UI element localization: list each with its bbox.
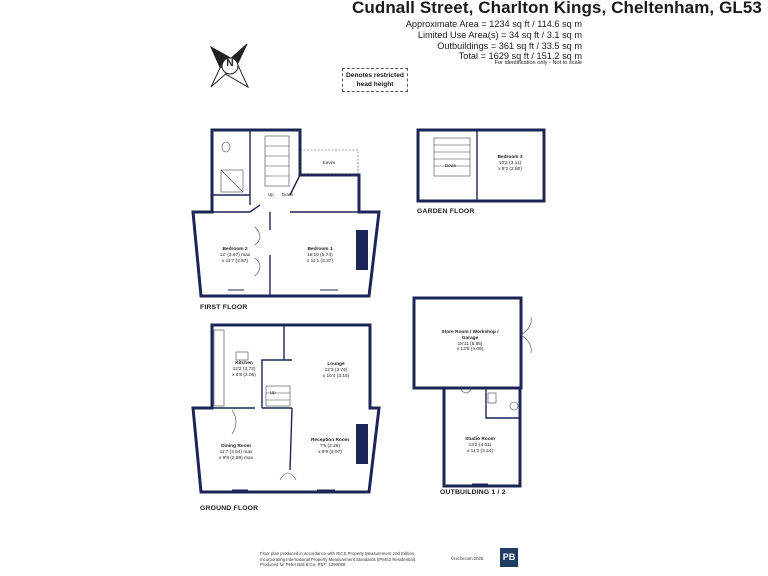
room-dim-1: 12' (3.67) max xyxy=(219,252,251,258)
stairs-down-label: Down xyxy=(282,192,294,197)
room-dim-2: x 13'5 (4.09) xyxy=(456,347,484,353)
total-area: Total = 1629 sq ft / 151.2 sq m xyxy=(458,51,582,61)
approx-area: Approximate Area = 1234 sq ft / 114.6 sq m xyxy=(405,19,582,29)
garden-floor-label: GARDEN FLOOR xyxy=(417,208,475,215)
copyright-text: ©nichecom 2025. xyxy=(451,556,485,561)
legend-line-1: Denotes restricted xyxy=(346,72,404,79)
room-dim-2: x 9'2 (2.80) xyxy=(498,166,522,172)
room-dim-2: x 11'1 (3.37) xyxy=(306,258,334,264)
first-floor-fixtures xyxy=(221,136,358,290)
room-name-2: Garage xyxy=(461,335,479,341)
agent-logo: PB xyxy=(500,548,518,567)
room-dim-1: 12'2 (3.72) xyxy=(232,366,256,372)
room-bedroom-2 xyxy=(205,247,265,264)
stairs-up-label: Up xyxy=(268,192,274,197)
compass-north-label: N xyxy=(226,58,234,69)
room-studio xyxy=(452,437,508,454)
eaves-label: Eaves xyxy=(323,160,336,165)
ground-floor-walls xyxy=(193,325,379,492)
room-store xyxy=(428,330,512,353)
garden-stairs-down-label: Down xyxy=(445,163,457,168)
page-title: Cudnall Street, Charlton Kings, Cheltenham, GL53 xyxy=(351,0,762,17)
room-name: Reception Room xyxy=(310,438,350,443)
room-name: Bedroom 3 xyxy=(497,155,523,160)
ground-stairs-up-label: Up xyxy=(270,390,276,395)
room-dim-2: x 11'7 (3.57) xyxy=(221,258,249,264)
footer-disclaimer xyxy=(260,551,460,568)
ground-floor-fixtures xyxy=(214,330,335,490)
outbuilding-walls xyxy=(414,298,521,486)
room-bedroom-1 xyxy=(290,247,350,264)
room-dining xyxy=(204,444,268,461)
room-dim-1: 12'3 (3.74) xyxy=(324,367,348,373)
room-bedroom-3 xyxy=(480,155,540,172)
first-floor-walls xyxy=(193,130,379,296)
room-dim-2: x 9'9 (2.97) xyxy=(318,449,342,455)
legend-line-2: head height xyxy=(356,80,394,88)
outbuildings-area: Outbuildings = 361 sq ft / 33.5 sq m xyxy=(437,41,582,51)
limited-area: Limited Use Area(s) = 34 sq ft / 3.1 sq m xyxy=(417,30,582,40)
footer-line-3: Produced for Peter Ball & Co. REF: 1390088 xyxy=(260,562,346,568)
outbuilding-label: OUTBUILDING 1 / 2 xyxy=(440,489,506,496)
room-dim-1: 18'11 (5.85) xyxy=(457,341,483,347)
room-name: Dining Room xyxy=(221,444,251,449)
first-floor-label: FIRST FLOOR xyxy=(200,304,248,311)
room-dim-1: 18'10 (5.74) xyxy=(307,252,333,258)
room-name: Lounge xyxy=(327,362,345,367)
room-dim-2: x 9'9 (2.98) max xyxy=(218,455,254,461)
footer-line-2: Incorporating International Property Measurement Standards (IPMS2 Residential). xyxy=(260,556,417,562)
room-lounge xyxy=(306,362,366,379)
garden-floor-stairs xyxy=(434,138,470,176)
room-name: Studio Room xyxy=(465,437,495,442)
room-name: Kitchen xyxy=(235,361,253,366)
room-dim-2: x 11'3 (3.44) xyxy=(466,448,494,454)
room-kitchen xyxy=(226,361,262,378)
footer-line-1: Floor plan produced in accordance with RICS Property Measurement 2nd Edition, xyxy=(260,551,416,556)
ground-floor-label: GROUND FLOOR xyxy=(200,505,259,512)
room-name: Bedroom 1 xyxy=(307,247,333,252)
room-dim-1: 7'5 (2.26) xyxy=(319,443,341,449)
room-name: Store Room / Workshop / xyxy=(441,330,499,335)
room-dim-1: 13'2 (4.01) xyxy=(468,442,492,448)
room-dim-2: x 10'4 (3.15) xyxy=(322,373,350,379)
room-reception xyxy=(298,438,362,455)
room-dim-1: 11'7 (3.54) max xyxy=(219,449,253,455)
scale-note: For identification only - Not to scale xyxy=(494,60,582,66)
room-dim-1: 10'2 (3.11) xyxy=(498,160,522,166)
room-dim-2: x 6'8 (2.06) xyxy=(232,372,256,378)
room-name: Bedroom 2 xyxy=(222,247,248,252)
first-floor-chimney xyxy=(356,230,368,270)
